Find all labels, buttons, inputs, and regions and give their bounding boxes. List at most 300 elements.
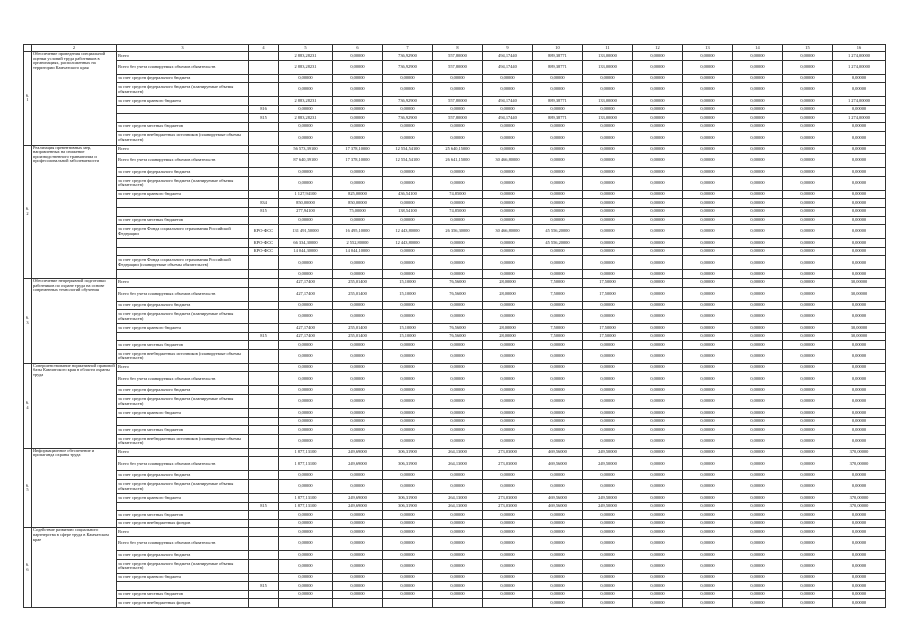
amount-cell: 0,00000 xyxy=(683,225,733,239)
table-row xyxy=(24,551,886,560)
amount-cell: 0,00000 xyxy=(583,349,633,363)
budget-code xyxy=(249,494,279,503)
amount-cell: 736,92900 xyxy=(383,60,433,74)
amount-cell: 0,00000 xyxy=(383,310,433,324)
amount-cell: 0,00000 xyxy=(533,395,583,409)
funding-source: за счет средств краевого бюджета xyxy=(117,190,249,199)
table-row xyxy=(24,395,886,409)
amount-cell: 45 556,20000 xyxy=(533,225,583,239)
amount-cell: 0,00000 xyxy=(633,494,683,503)
amount-cell: 0,00000 xyxy=(633,528,683,537)
amount-cell: 0,00000 xyxy=(279,582,333,591)
amount-cell: 0,00000 xyxy=(583,537,633,551)
section-index: 6.4 xyxy=(24,363,32,448)
table-row xyxy=(24,502,886,511)
amount-cell: 74,85000 xyxy=(433,190,483,199)
amount-cell: 0,00000 xyxy=(533,471,583,480)
amount-cell: 0,00000 xyxy=(633,537,683,551)
amount-cell: 0,00000 xyxy=(633,83,683,97)
amount-cell: 0,00000 xyxy=(583,386,633,395)
table-row xyxy=(24,537,886,551)
amount-cell: 0,00000 xyxy=(633,363,683,372)
amount-cell: 0,00000 xyxy=(783,270,833,279)
table-row xyxy=(24,239,886,248)
amount-cell: 1 877,13100 xyxy=(279,494,333,503)
amount-cell: 0,00000 xyxy=(583,551,633,560)
funding-source: Всего без учета планируемых объемов обязательств xyxy=(117,287,249,301)
amount-cell: 0,00000 xyxy=(483,310,533,324)
amount-cell: 0,00000 xyxy=(279,176,333,190)
amount-cell: 0,00000 xyxy=(783,386,833,395)
amount-cell: 0,00000 xyxy=(783,559,833,573)
amount-cell: 0,00000 xyxy=(483,434,533,448)
amount-cell: 0,00000 xyxy=(633,168,683,177)
amount-cell: 2 883,28231 xyxy=(279,52,333,61)
amount-cell: 469,56000 xyxy=(533,502,583,511)
amount-cell: 0,00000 xyxy=(383,372,433,386)
budget-code xyxy=(249,372,279,386)
amount-cell: 0,00000 xyxy=(483,559,533,573)
amount-cell: 0,00000 xyxy=(583,207,633,216)
amount-cell: 0,00000 xyxy=(383,434,433,448)
amount-cell: 56 573,39100 xyxy=(279,145,333,154)
amount-cell: 557,80000 xyxy=(433,97,483,106)
amount-cell: 0,00000 xyxy=(633,52,683,61)
amount-cell: 0,00000 xyxy=(833,122,886,131)
section-name: Информационное обеспечение и пропаганда охраны труда xyxy=(32,448,117,528)
amount-cell: 0,00000 xyxy=(633,199,683,208)
table-row xyxy=(24,386,886,395)
amount-cell: 736,92900 xyxy=(383,114,433,123)
amount-cell: 133,00000 xyxy=(583,52,633,61)
funding-source: за счет средств внебюджетных фондов xyxy=(117,599,249,608)
amount-cell: 0,00000 xyxy=(433,573,483,582)
amount-cell: 0,00000 xyxy=(383,590,433,599)
amount-cell: 0,00000 xyxy=(733,494,783,503)
budget-code xyxy=(249,154,279,168)
amount-cell: 1 274,00000 xyxy=(833,52,886,61)
table-row xyxy=(24,519,886,528)
amount-cell: 0,00000 xyxy=(483,145,533,154)
amount-cell: 0,00000 xyxy=(633,599,683,608)
amount-cell: 0,00000 xyxy=(533,599,583,608)
amount-cell: 0,00000 xyxy=(583,559,633,573)
amount-cell: 75,00000 xyxy=(333,207,383,216)
amount-cell: 494,17440 xyxy=(483,52,533,61)
amount-cell: 0,00000 xyxy=(833,270,886,279)
amount-cell: 889,38771 xyxy=(533,60,583,74)
amount-cell: 0,00000 xyxy=(633,225,683,239)
amount-cell: 0,00000 xyxy=(833,256,886,270)
budget-code xyxy=(249,573,279,582)
amount-cell: 0,00000 xyxy=(783,114,833,123)
amount-cell: 15,10000 xyxy=(383,278,433,287)
header-cell-index xyxy=(24,45,32,52)
amount-cell: 131 491,50000 xyxy=(279,225,333,239)
amount-cell: 0,00000 xyxy=(383,341,433,350)
amount-cell: 0,00000 xyxy=(733,511,783,520)
funding-source xyxy=(117,207,249,216)
amount-cell: 0,00000 xyxy=(333,97,383,106)
amount-cell: 0,00000 xyxy=(483,216,533,225)
amount-cell: 0,00000 xyxy=(583,199,633,208)
amount-cell: 0,00000 xyxy=(483,176,533,190)
funding-source: Всего xyxy=(117,363,249,372)
amount-cell: 0,00000 xyxy=(733,270,783,279)
amount-cell: 0,00000 xyxy=(433,122,483,131)
budget-code xyxy=(249,528,279,537)
amount-cell: 0,00000 xyxy=(533,176,583,190)
budget-code: 834 xyxy=(249,199,279,208)
amount-cell: 0,00000 xyxy=(783,225,833,239)
amount-cell: 0,00000 xyxy=(833,573,886,582)
amount-cell: 0,00000 xyxy=(279,417,333,426)
amount-cell: 0,00000 xyxy=(583,145,633,154)
table-row xyxy=(24,363,886,372)
amount-cell: 17,50000 xyxy=(583,332,633,341)
amount-cell: 0,00000 xyxy=(583,216,633,225)
amount-cell: 0,00000 xyxy=(833,349,886,363)
amount-cell: 0,00000 xyxy=(533,386,583,395)
amount-cell: 0,00000 xyxy=(533,145,583,154)
amount-cell: 0,00000 xyxy=(533,363,583,372)
amount-cell: 0,00000 xyxy=(733,105,783,114)
amount-cell: 0,00000 xyxy=(783,426,833,435)
amount-cell: 0,00000 xyxy=(733,216,783,225)
amount-cell: 0,00000 xyxy=(383,582,433,591)
amount-cell: 0,00000 xyxy=(583,573,633,582)
section-name: Обеспечение непрерывной подготовки работников по охране труда на основе современных технологий обучения xyxy=(32,278,117,363)
amount-cell: 30,00000 xyxy=(833,324,886,333)
funding-source: за счет средств краевого бюджета xyxy=(117,324,249,333)
amount-cell: 0,00000 xyxy=(783,131,833,145)
amount-cell: 0,00000 xyxy=(583,301,633,310)
amount-cell: 76,56000 xyxy=(433,332,483,341)
amount-cell: 0,00000 xyxy=(583,511,633,520)
amount-cell: 0,00000 xyxy=(633,287,683,301)
amount-cell: 0,00000 xyxy=(483,341,533,350)
amount-cell: 0,00000 xyxy=(533,511,583,520)
amount-cell: 0,00000 xyxy=(683,310,733,324)
amount-cell: 0,00000 xyxy=(533,409,583,418)
amount-cell: 0,00000 xyxy=(683,363,733,372)
amount-cell: 28,00000 xyxy=(483,324,533,333)
amount-cell: 0,00000 xyxy=(433,168,483,177)
amount-cell: 0,00000 xyxy=(833,247,886,256)
amount-cell: 0,00000 xyxy=(833,190,886,199)
amount-cell: 1 127,94100 xyxy=(279,190,333,199)
amount-cell: 0,00000 xyxy=(633,480,683,494)
amount-cell: 0,00000 xyxy=(483,239,533,248)
amount-cell: 0,00000 xyxy=(533,216,583,225)
amount-cell: 249,50000 xyxy=(583,457,633,471)
amount-cell: 0,00000 xyxy=(333,395,383,409)
amount-cell: 0,00000 xyxy=(383,511,433,520)
amount-cell: 0,00000 xyxy=(783,502,833,511)
table-row xyxy=(24,60,886,74)
amount-cell: 0,00000 xyxy=(833,395,886,409)
amount-cell: 0,00000 xyxy=(683,207,733,216)
amount-cell: 0,00000 xyxy=(783,256,833,270)
amount-cell: 0,00000 xyxy=(683,52,733,61)
amount-cell: 0,00000 xyxy=(683,519,733,528)
amount-cell: 0,00000 xyxy=(683,551,733,560)
amount-cell: 0,00000 xyxy=(683,511,733,520)
amount-cell: 0,00000 xyxy=(783,60,833,74)
amount-cell: 277,94100 xyxy=(279,207,333,216)
amount-cell: 0,00000 xyxy=(783,207,833,216)
funding-source: Всего без учета планируемых объемов обязательств xyxy=(117,372,249,386)
table-row xyxy=(24,105,886,114)
amount-cell: 0,00000 xyxy=(583,341,633,350)
amount-cell: 0,00000 xyxy=(433,519,483,528)
amount-cell: 0,00000 xyxy=(833,551,886,560)
budget-code: 815 xyxy=(249,332,279,341)
table-row xyxy=(24,168,886,177)
amount-cell: 0,00000 xyxy=(783,216,833,225)
budget-code xyxy=(249,559,279,573)
amount-cell: 0,00000 xyxy=(483,582,533,591)
header-cell: 13 xyxy=(683,45,733,52)
amount-cell: 0,00000 xyxy=(333,559,383,573)
amount-cell: 0,00000 xyxy=(533,519,583,528)
amount-cell: 0,00000 xyxy=(583,599,633,608)
amount-cell: 0,00000 xyxy=(633,310,683,324)
amount-cell: 0,00000 xyxy=(333,582,383,591)
amount-cell: 0,00000 xyxy=(683,559,733,573)
amount-cell: 1 274,00000 xyxy=(833,60,886,74)
amount-cell: 0,00000 xyxy=(633,582,683,591)
amount-cell: 0,00000 xyxy=(383,480,433,494)
amount-cell: 12 554,54100 xyxy=(383,145,433,154)
amount-cell: 0,00000 xyxy=(483,409,533,418)
amount-cell: 494,17440 xyxy=(483,114,533,123)
budget-code xyxy=(249,409,279,418)
table-row xyxy=(24,301,886,310)
amount-cell: 306,31900 xyxy=(383,502,433,511)
amount-cell: 0,00000 xyxy=(433,301,483,310)
amount-cell: 0,00000 xyxy=(279,122,333,131)
amount-cell: 0,00000 xyxy=(833,537,886,551)
amount-cell: 255,01400 xyxy=(333,332,383,341)
amount-cell: 0,00000 xyxy=(383,168,433,177)
budget-code xyxy=(249,590,279,599)
funding-source: Всего без учета планируемых объемов обязательств xyxy=(117,537,249,551)
amount-cell: 0,00000 xyxy=(733,301,783,310)
amount-cell: 0,00000 xyxy=(833,176,886,190)
amount-cell: 0,00000 xyxy=(383,105,433,114)
amount-cell: 0,00000 xyxy=(833,511,886,520)
amount-cell: 0,00000 xyxy=(433,372,483,386)
amount-cell: 0,00000 xyxy=(279,83,333,97)
budget-code xyxy=(249,363,279,372)
table-row xyxy=(24,332,886,341)
amount-cell: 0,00000 xyxy=(733,60,783,74)
amount-cell: 0,00000 xyxy=(383,301,433,310)
amount-cell: 0,00000 xyxy=(583,83,633,97)
amount-cell: 0,00000 xyxy=(333,480,383,494)
amount-cell: 2 883,28231 xyxy=(279,60,333,74)
amount-cell: 0,00000 xyxy=(279,590,333,599)
table-row xyxy=(24,457,886,471)
amount-cell: 0,00000 xyxy=(683,349,733,363)
amount-cell: 0,00000 xyxy=(833,341,886,350)
amount-cell: 0,00000 xyxy=(833,199,886,208)
amount-cell: 0,00000 xyxy=(483,131,533,145)
amount-cell: 0,00000 xyxy=(383,471,433,480)
amount-cell: 0,00000 xyxy=(833,417,886,426)
amount-cell: 0,00000 xyxy=(533,551,583,560)
amount-cell: 0,00000 xyxy=(583,434,633,448)
budget-code xyxy=(249,216,279,225)
amount-cell: 0,00000 xyxy=(583,372,633,386)
amount-cell: 0,00000 xyxy=(833,154,886,168)
amount-cell: 0,00000 xyxy=(683,83,733,97)
amount-cell: 0,00000 xyxy=(783,457,833,471)
amount-cell: 0,00000 xyxy=(633,122,683,131)
amount-cell: 0,00000 xyxy=(583,168,633,177)
amount-cell: 0,00000 xyxy=(683,426,733,435)
section-name: Реализация превентивных мер, направленных на снижение производственного травматизма и профессиональной заболеваемости xyxy=(32,145,117,278)
amount-cell: 0,00000 xyxy=(333,349,383,363)
amount-cell: 0,00000 xyxy=(333,386,383,395)
amount-cell: 0,00000 xyxy=(683,60,733,74)
amount-cell: 0,00000 xyxy=(433,395,483,409)
amount-cell: 0,00000 xyxy=(333,301,383,310)
table-row xyxy=(24,199,886,208)
amount-cell: 0,00000 xyxy=(583,409,633,418)
amount-cell: 0,00000 xyxy=(333,341,383,350)
header-cell: 10 xyxy=(533,45,583,52)
amount-cell: 15,10000 xyxy=(383,332,433,341)
amount-cell: 0,00000 xyxy=(733,386,783,395)
amount-cell: 850,00000 xyxy=(333,199,383,208)
amount-cell: 0,00000 xyxy=(733,417,783,426)
budget-code xyxy=(249,349,279,363)
table-row xyxy=(24,434,886,448)
amount-cell: 76,56000 xyxy=(433,278,483,287)
amount-cell: 0,00000 xyxy=(783,74,833,83)
amount-cell: 0,00000 xyxy=(433,83,483,97)
amount-cell: 0,00000 xyxy=(733,559,783,573)
amount-cell: 0,00000 xyxy=(483,426,533,435)
amount-cell: 0,00000 xyxy=(633,239,683,248)
amount-cell: 133,00000 xyxy=(583,114,633,123)
budget-code xyxy=(249,519,279,528)
amount-cell: 0,00000 xyxy=(279,341,333,350)
table-row xyxy=(24,559,886,573)
amount-cell: 76,56000 xyxy=(433,287,483,301)
amount-cell: 0,00000 xyxy=(733,256,783,270)
amount-cell: 0,00000 xyxy=(783,599,833,608)
amount-cell: 0,00000 xyxy=(633,145,683,154)
amount-cell: 0,00000 xyxy=(433,247,483,256)
amount-cell: 0,00000 xyxy=(783,190,833,199)
amount-cell: 0,00000 xyxy=(333,122,383,131)
budget-code xyxy=(249,310,279,324)
table-row xyxy=(24,83,886,97)
budget-code xyxy=(249,551,279,560)
funding-source: за счет средств федерального бюджета xyxy=(117,551,249,560)
amount-cell: 0,00000 xyxy=(583,105,633,114)
amount-cell: 0,00000 xyxy=(279,270,333,279)
amount-cell: 0,00000 xyxy=(433,310,483,324)
amount-cell: 0,00000 xyxy=(683,471,733,480)
amount-cell: 0,00000 xyxy=(433,511,483,520)
amount-cell: 255,01400 xyxy=(333,287,383,301)
amount-cell: 0,00000 xyxy=(483,537,533,551)
amount-cell: 370,00000 xyxy=(833,494,886,503)
amount-cell: 0,00000 xyxy=(633,511,683,520)
amount-cell: 0,00000 xyxy=(533,122,583,131)
budget-code xyxy=(249,287,279,301)
amount-cell: 0,00000 xyxy=(633,395,683,409)
amount-cell: 14 044,30000 xyxy=(279,247,333,256)
amount-cell: 0,00000 xyxy=(783,332,833,341)
amount-cell: 26 641,15000 xyxy=(433,154,483,168)
funding-source: за счет средств федерального бюджета xyxy=(117,471,249,480)
amount-cell: 0,00000 xyxy=(833,131,886,145)
amount-cell: 7,50000 xyxy=(533,324,583,333)
amount-cell: 0,00000 xyxy=(433,349,483,363)
table-row xyxy=(24,573,886,582)
amount-cell: 0,00000 xyxy=(333,216,383,225)
amount-cell: 0,00000 xyxy=(733,573,783,582)
budget-code xyxy=(249,426,279,435)
funding-source: за счет средств местных бюджетов xyxy=(117,590,249,599)
amount-cell: 0,00000 xyxy=(733,225,783,239)
amount-cell: 0,00000 xyxy=(333,573,383,582)
amount-cell: 74,85000 xyxy=(433,207,483,216)
funding-source: Всего xyxy=(117,52,249,61)
amount-cell: 0,00000 xyxy=(433,176,483,190)
amount-cell: 0,00000 xyxy=(433,471,483,480)
header-cell: 9 xyxy=(483,45,533,52)
budget-code xyxy=(249,190,279,199)
amount-cell: 249,50000 xyxy=(583,448,633,457)
amount-cell: 0,00000 xyxy=(683,582,733,591)
budget-code: КРО-ФСС xyxy=(249,239,279,248)
amount-cell: 0,00000 xyxy=(783,471,833,480)
amount-cell: 0,00000 xyxy=(733,537,783,551)
budget-code xyxy=(249,256,279,270)
amount-cell: 249,69000 xyxy=(333,448,383,457)
amount-cell: 0,00000 xyxy=(433,131,483,145)
amount-cell: 25 640,15000 xyxy=(433,145,483,154)
table-row xyxy=(24,154,886,168)
amount-cell: 16 495,10000 xyxy=(333,225,383,239)
amount-cell: 0,00000 xyxy=(783,247,833,256)
table-row xyxy=(24,471,886,480)
amount-cell: 0,00000 xyxy=(633,349,683,363)
funding-source: за счет средств внебюджетных источников (планируемые объемы обязательств) xyxy=(117,349,249,363)
amount-cell: 0,00000 xyxy=(833,434,886,448)
amount-cell: 66 334,30000 xyxy=(279,239,333,248)
amount-cell: 0,00000 xyxy=(279,74,333,83)
amount-cell: 0,00000 xyxy=(433,105,483,114)
section-index: 6.6 xyxy=(24,528,32,608)
table-row xyxy=(24,270,886,279)
amount-cell: 0,00000 xyxy=(833,207,886,216)
amount-cell: 0,00000 xyxy=(483,528,533,537)
funding-source: Всего xyxy=(117,528,249,537)
amount-cell: 0,00000 xyxy=(333,551,383,560)
amount-cell: 0,00000 xyxy=(483,349,533,363)
amount-cell: 0,00000 xyxy=(483,511,533,520)
amount-cell: 0,00000 xyxy=(533,573,583,582)
amount-cell: 0,00000 xyxy=(383,363,433,372)
table-row xyxy=(24,216,886,225)
